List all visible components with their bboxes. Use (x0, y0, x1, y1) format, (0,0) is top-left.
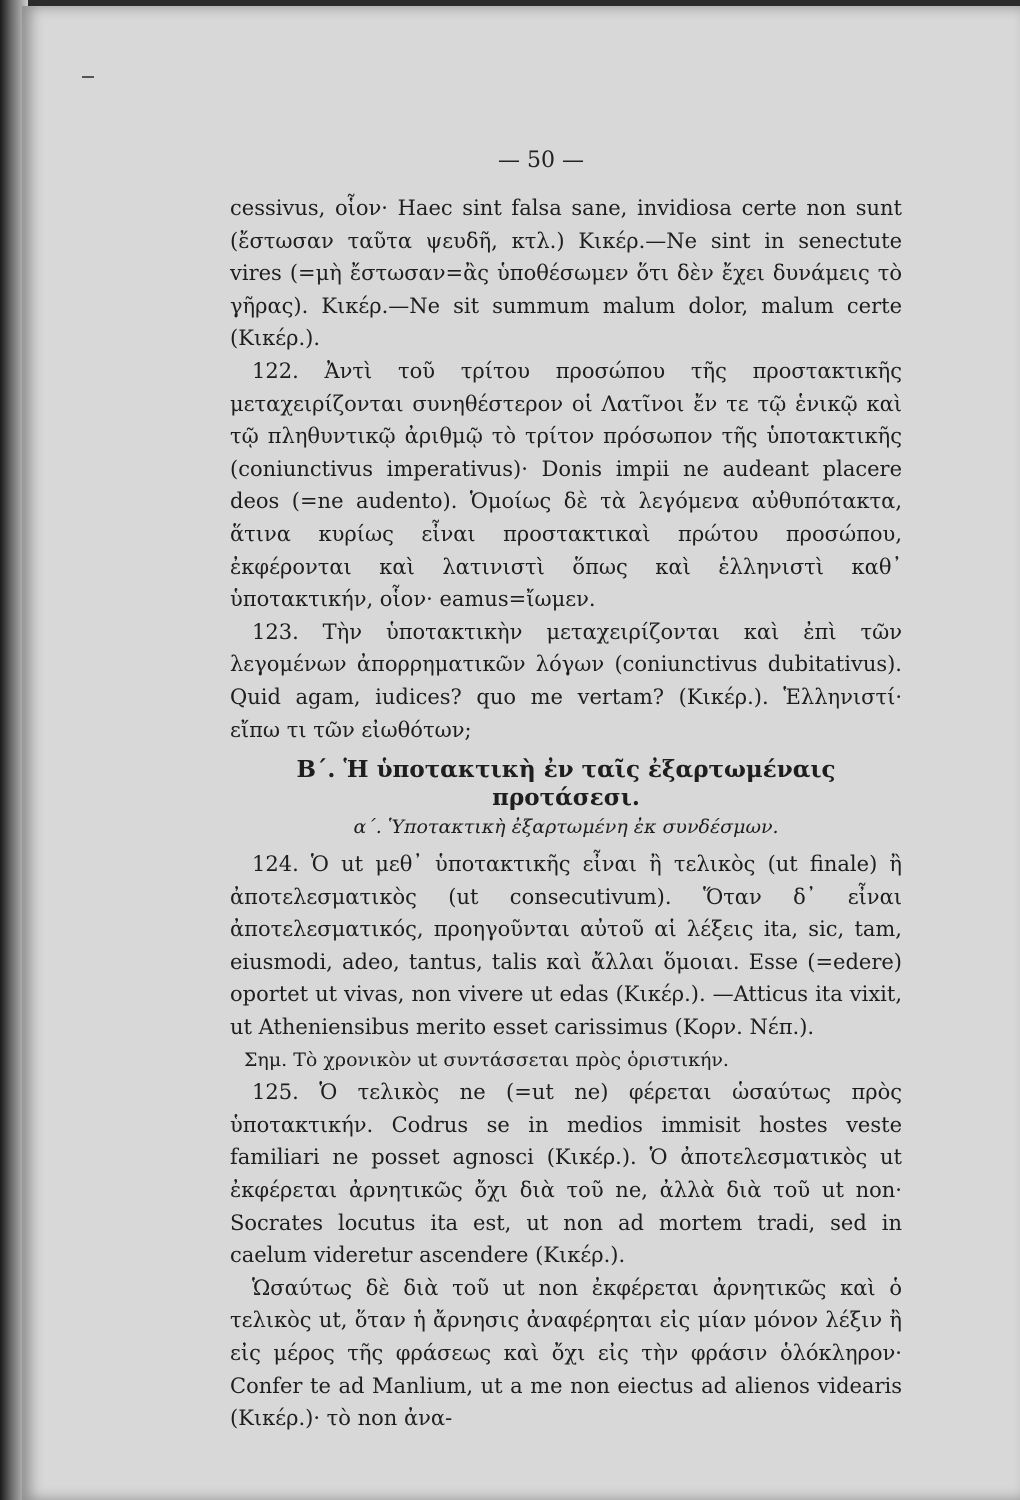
paragraph-126: Ὡσαύτως δὲ διὰ τοῦ ut non ἐκφέρεται ἀρνητικῶς καὶ ὁ τελικὸς ut, ὅταν ἡ ἄρνησις ἀναφέρηται εἰς μίαν μόνον λέξιν ἢ εἰς μέρος τῆς φράσεως καὶ ὄχι εἰς τὴν φράσιν ὁλόκληρον· Confer te ad Manlium, ut a me non eiectus ad alienos videaris (Κικέρ.)· τὸ non ἀνα- (230, 1275, 902, 1431)
margin-mark (82, 76, 94, 78)
text-column (230, 192, 902, 1435)
paragraph-122: 122. Ἀντὶ τοῦ τρίτου προσώπου τῆς προστακτικῆς μεταχειρίζονται συνηθέστερον οἱ Λατῖνοι ἔν τε τῷ ἑνικῷ καὶ τῷ πληθυντικῷ ἀριθμῷ τὸ τρίτον πρόσωπον τῆς ὑποτακτικῆς (coniunctivus imperativus)· Donis impii ne audeant placere deos (=ne audento). Ὁμοίως δὲ τὰ λεγόμενα αὐθυπότακτα, ἅτινα κυρίως εἶναι προστακτικαὶ πρώτου προσώπου, ἐκφέρονται καὶ λατινιστὶ ὅπως καὶ ἑλληνιστὶ καθ᾽ ὑποτακτικήν, οἷον· eamus=ἴωμεν. (230, 358, 902, 612)
paragraph-124: 124. Ὁ ut μεθ᾽ ὑποτακτικῆς εἶναι ἢ τελικὸς (ut finale) ἢ ἀποτελεσματικὸς (ut consecutivum). Ὅταν δ᾽ εἶναι ἀποτελεσματικός, προηγοῦνται αὐτοῦ αἱ λέξεις ita, sic, tam, eiusmodi, adeo, tantus, talis καὶ ἄλλαι ὅμοιαι. Esse (=edere) oportet ut vivas, non vivere ut edas (Κικέρ.). —Atticus ita vixit, ut Atheniensibus merito esset carissimus (Κορν. Νέπ.). (230, 852, 902, 1040)
note: Σημ. Τὸ χρονικὸν ut συντάσσεται πρὸς ὁριστικήν. (244, 1048, 729, 1071)
paragraph-123: 123. Τὴν ὑποτακτικὴν μεταχειρίζονται καὶ ἐπὶ τῶν λεγομένων ἀπορρηματικῶν λόγων (coniunctivus dubitativus). Quid agam, iudices? quo me vertam? (Κικέρ.). Ἑλληνιστί· εἴπω τι τῶν εἰωθότων; (230, 619, 902, 742)
section-heading: Β΄. Ἡ ὑποτακτικὴ ἐν ταῖς ἐξαρτωμέναις προτάσεσι. (296, 756, 836, 812)
page-number: — 50 — (498, 148, 584, 173)
paragraph-125: 125. Ὁ τελικὸς ne (=ut ne) φέρεται ὡσαύτως πρὸς ὑποτακτικήν. Codrus se in medios immisit hostes veste familiari ne posset agnosci (Κικέρ.). Ὁ ἀποτελεσματικὸς ut ἐκφέρεται ἀρνητικῶς ὄχι διὰ τοῦ ne, ἀλλὰ διὰ τοῦ ut non· Socrates locutus ita est, ut non ad mortem tradi, sed in caelum videretur ascendere (Κικέρ.). (230, 1080, 902, 1268)
section-subheading: α΄. Ὑποτακτικὴ ἐξαρτωμένη ἐκ συνδέσμων. (353, 816, 779, 839)
paragraph-continuation: cessivus, οἷον· Haec sint falsa sane, invidiosa certe non sunt (ἔστωσαν ταῦτα ψευδῆ, κτλ.) Κικέρ.—Ne sint in senectute vires (=μὴ ἔστωσαν=ἂς ὑποθέσωμεν ὅτι δὲν ἔχει δυνάμεις τὸ γῆρας). Κικέρ.—Ne sit summum malum dolor, malum certe (Κικέρ.). (230, 196, 902, 351)
